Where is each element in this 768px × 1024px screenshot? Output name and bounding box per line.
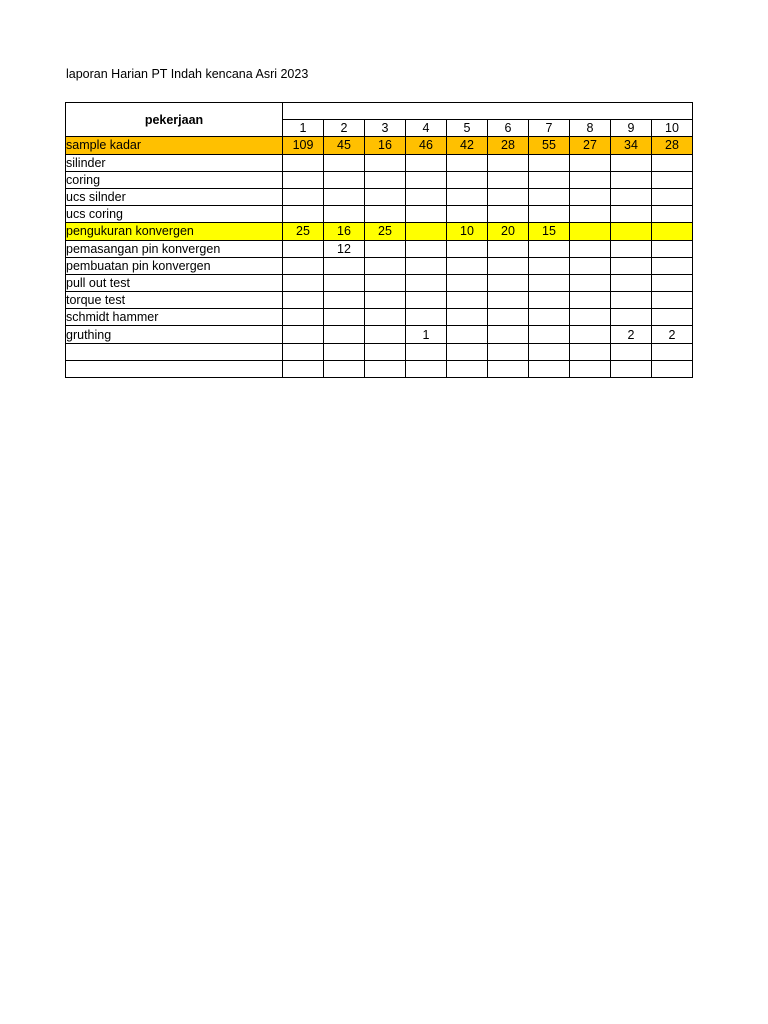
- value-cell-day-3: [365, 188, 406, 205]
- value-cell-day-2: [324, 326, 365, 343]
- value-cell-day-10: [652, 171, 693, 188]
- value-cell-day-6: [488, 206, 529, 223]
- table-row: [66, 154, 693, 171]
- value-cell-day-2: [324, 360, 365, 377]
- value-cell-day-5: [447, 240, 488, 257]
- value-cell-day-10: [652, 154, 693, 171]
- value-cell-day-5: [447, 171, 488, 188]
- value-cell-day-4: [406, 188, 447, 205]
- task-name-cell: pengukuran konvergen: [66, 223, 283, 240]
- day-header-7: 7: [529, 120, 570, 137]
- value-cell-day-7: [529, 206, 570, 223]
- value-cell-day-3: 25: [365, 223, 406, 240]
- table-row: [66, 223, 693, 240]
- value-cell-day-8: [570, 240, 611, 257]
- value-cell-day-1: [283, 240, 324, 257]
- value-cell-day-5: 10: [447, 223, 488, 240]
- table-row: [66, 240, 693, 257]
- value-cell-day-4: 1: [406, 326, 447, 343]
- value-cell-day-1: [283, 171, 324, 188]
- day-header-8: 8: [570, 120, 611, 137]
- value-cell-day-8: 27: [570, 137, 611, 154]
- value-cell-day-3: [365, 360, 406, 377]
- value-cell-day-2: 12: [324, 240, 365, 257]
- value-cell-day-4: [406, 360, 447, 377]
- value-cell-day-9: [611, 154, 652, 171]
- value-cell-day-6: [488, 343, 529, 360]
- table-row: [66, 274, 693, 291]
- value-cell-day-8: [570, 223, 611, 240]
- task-name-cell: ucs silnder: [66, 188, 283, 205]
- document-title: laporan Harian PT Indah kencana Asri 2023: [66, 67, 309, 81]
- value-cell-day-3: [365, 274, 406, 291]
- value-cell-day-1: [283, 309, 324, 326]
- value-cell-day-5: [447, 257, 488, 274]
- value-cell-day-9: [611, 360, 652, 377]
- value-cell-day-10: [652, 343, 693, 360]
- table-row: [66, 206, 693, 223]
- value-cell-day-6: [488, 326, 529, 343]
- value-cell-day-1: [283, 188, 324, 205]
- value-cell-day-2: [324, 309, 365, 326]
- daily-report-table: [65, 102, 693, 378]
- day-header-6: 6: [488, 120, 529, 137]
- header-pekerjaan: pekerjaan: [66, 103, 283, 137]
- value-cell-day-8: [570, 274, 611, 291]
- value-cell-day-4: [406, 154, 447, 171]
- value-cell-day-9: [611, 309, 652, 326]
- value-cell-day-10: [652, 206, 693, 223]
- value-cell-day-9: 2: [611, 326, 652, 343]
- value-cell-day-1: [283, 326, 324, 343]
- value-cell-day-9: [611, 206, 652, 223]
- value-cell-day-8: [570, 206, 611, 223]
- value-cell-day-3: [365, 257, 406, 274]
- value-cell-day-3: [365, 206, 406, 223]
- value-cell-day-3: [365, 154, 406, 171]
- table-row: [66, 171, 693, 188]
- value-cell-day-1: [283, 206, 324, 223]
- value-cell-day-4: [406, 343, 447, 360]
- value-cell-day-4: 46: [406, 137, 447, 154]
- value-cell-day-6: [488, 171, 529, 188]
- value-cell-day-3: [365, 309, 406, 326]
- value-cell-day-7: [529, 274, 570, 291]
- table-row: [66, 188, 693, 205]
- value-cell-day-10: 2: [652, 326, 693, 343]
- value-cell-day-7: [529, 188, 570, 205]
- value-cell-day-8: [570, 171, 611, 188]
- value-cell-day-10: [652, 223, 693, 240]
- value-cell-day-7: [529, 171, 570, 188]
- value-cell-day-10: [652, 309, 693, 326]
- value-cell-day-6: [488, 257, 529, 274]
- value-cell-day-1: [283, 343, 324, 360]
- table-row: [66, 309, 693, 326]
- value-cell-day-1: [283, 292, 324, 309]
- value-cell-day-10: [652, 360, 693, 377]
- value-cell-day-3: [365, 343, 406, 360]
- value-cell-day-9: [611, 171, 652, 188]
- day-header-4: 4: [406, 120, 447, 137]
- value-cell-day-2: [324, 292, 365, 309]
- value-cell-day-10: 28: [652, 137, 693, 154]
- task-name-cell: torque test: [66, 292, 283, 309]
- value-cell-day-1: [283, 360, 324, 377]
- value-cell-day-10: [652, 257, 693, 274]
- value-cell-day-3: [365, 171, 406, 188]
- value-cell-day-6: [488, 154, 529, 171]
- value-cell-day-2: [324, 274, 365, 291]
- value-cell-day-10: [652, 188, 693, 205]
- value-cell-day-8: [570, 343, 611, 360]
- task-name-cell: [66, 343, 283, 360]
- value-cell-day-7: [529, 360, 570, 377]
- day-header-10: 10: [652, 120, 693, 137]
- value-cell-day-5: [447, 188, 488, 205]
- value-cell-day-8: [570, 188, 611, 205]
- header-row-top: [66, 103, 693, 120]
- value-cell-day-9: [611, 240, 652, 257]
- value-cell-day-9: 34: [611, 137, 652, 154]
- value-cell-day-1: 25: [283, 223, 324, 240]
- value-cell-day-9: [611, 274, 652, 291]
- value-cell-day-5: [447, 360, 488, 377]
- value-cell-day-9: [611, 292, 652, 309]
- value-cell-day-4: [406, 171, 447, 188]
- value-cell-day-8: [570, 257, 611, 274]
- day-header-3: 3: [365, 120, 406, 137]
- task-name-cell: pemasangan pin konvergen: [66, 240, 283, 257]
- value-cell-day-4: [406, 274, 447, 291]
- day-header-9: 9: [611, 120, 652, 137]
- value-cell-day-10: [652, 240, 693, 257]
- value-cell-day-7: [529, 240, 570, 257]
- value-cell-day-7: [529, 343, 570, 360]
- value-cell-day-2: [324, 257, 365, 274]
- value-cell-day-5: [447, 309, 488, 326]
- value-cell-day-9: [611, 223, 652, 240]
- task-name-cell: coring: [66, 171, 283, 188]
- value-cell-day-5: [447, 326, 488, 343]
- value-cell-day-9: [611, 257, 652, 274]
- table-row: [66, 137, 693, 154]
- value-cell-day-7: [529, 257, 570, 274]
- value-cell-day-5: 42: [447, 137, 488, 154]
- value-cell-day-2: 45: [324, 137, 365, 154]
- value-cell-day-1: 109: [283, 137, 324, 154]
- value-cell-day-7: 55: [529, 137, 570, 154]
- value-cell-day-8: [570, 360, 611, 377]
- day-header-1: 1: [283, 120, 324, 137]
- task-name-cell: pull out test: [66, 274, 283, 291]
- day-header-2: 2: [324, 120, 365, 137]
- value-cell-day-2: [324, 171, 365, 188]
- value-cell-day-9: [611, 343, 652, 360]
- value-cell-day-10: [652, 274, 693, 291]
- table-row: [66, 292, 693, 309]
- task-name-cell: sample kadar: [66, 137, 283, 154]
- value-cell-day-5: [447, 206, 488, 223]
- table-row: [66, 360, 693, 377]
- value-cell-day-2: [324, 343, 365, 360]
- value-cell-day-4: [406, 223, 447, 240]
- value-cell-day-2: [324, 154, 365, 171]
- value-cell-day-5: [447, 292, 488, 309]
- task-name-cell: pembuatan pin konvergen: [66, 257, 283, 274]
- value-cell-day-1: [283, 274, 324, 291]
- value-cell-day-5: [447, 274, 488, 291]
- value-cell-day-3: [365, 326, 406, 343]
- value-cell-day-6: [488, 309, 529, 326]
- value-cell-day-5: [447, 343, 488, 360]
- value-cell-day-2: 16: [324, 223, 365, 240]
- value-cell-day-3: 16: [365, 137, 406, 154]
- day-header-5: 5: [447, 120, 488, 137]
- value-cell-day-3: [365, 240, 406, 257]
- value-cell-day-7: [529, 326, 570, 343]
- table-row: [66, 326, 693, 343]
- value-cell-day-4: [406, 309, 447, 326]
- table-row: [66, 257, 693, 274]
- value-cell-day-4: [406, 240, 447, 257]
- task-name-cell: gruthing: [66, 326, 283, 343]
- task-name-cell: silinder: [66, 154, 283, 171]
- value-cell-day-2: [324, 188, 365, 205]
- value-cell-day-9: [611, 188, 652, 205]
- value-cell-day-6: 28: [488, 137, 529, 154]
- value-cell-day-8: [570, 292, 611, 309]
- value-cell-day-7: [529, 292, 570, 309]
- value-cell-day-4: [406, 292, 447, 309]
- value-cell-day-7: [529, 309, 570, 326]
- value-cell-day-8: [570, 309, 611, 326]
- value-cell-day-6: [488, 274, 529, 291]
- value-cell-day-3: [365, 292, 406, 309]
- value-cell-day-7: [529, 154, 570, 171]
- value-cell-day-6: [488, 360, 529, 377]
- value-cell-day-2: [324, 206, 365, 223]
- value-cell-day-5: [447, 154, 488, 171]
- value-cell-day-6: [488, 240, 529, 257]
- value-cell-day-7: 15: [529, 223, 570, 240]
- header-blank-band: [283, 103, 693, 120]
- task-name-cell: ucs coring: [66, 206, 283, 223]
- task-name-cell: [66, 360, 283, 377]
- value-cell-day-10: [652, 292, 693, 309]
- value-cell-day-8: [570, 326, 611, 343]
- value-cell-day-8: [570, 154, 611, 171]
- value-cell-day-4: [406, 206, 447, 223]
- table-row: [66, 343, 693, 360]
- value-cell-day-6: [488, 292, 529, 309]
- value-cell-day-4: [406, 257, 447, 274]
- value-cell-day-1: [283, 257, 324, 274]
- value-cell-day-6: [488, 188, 529, 205]
- value-cell-day-1: [283, 154, 324, 171]
- value-cell-day-6: 20: [488, 223, 529, 240]
- task-name-cell: schmidt hammer: [66, 309, 283, 326]
